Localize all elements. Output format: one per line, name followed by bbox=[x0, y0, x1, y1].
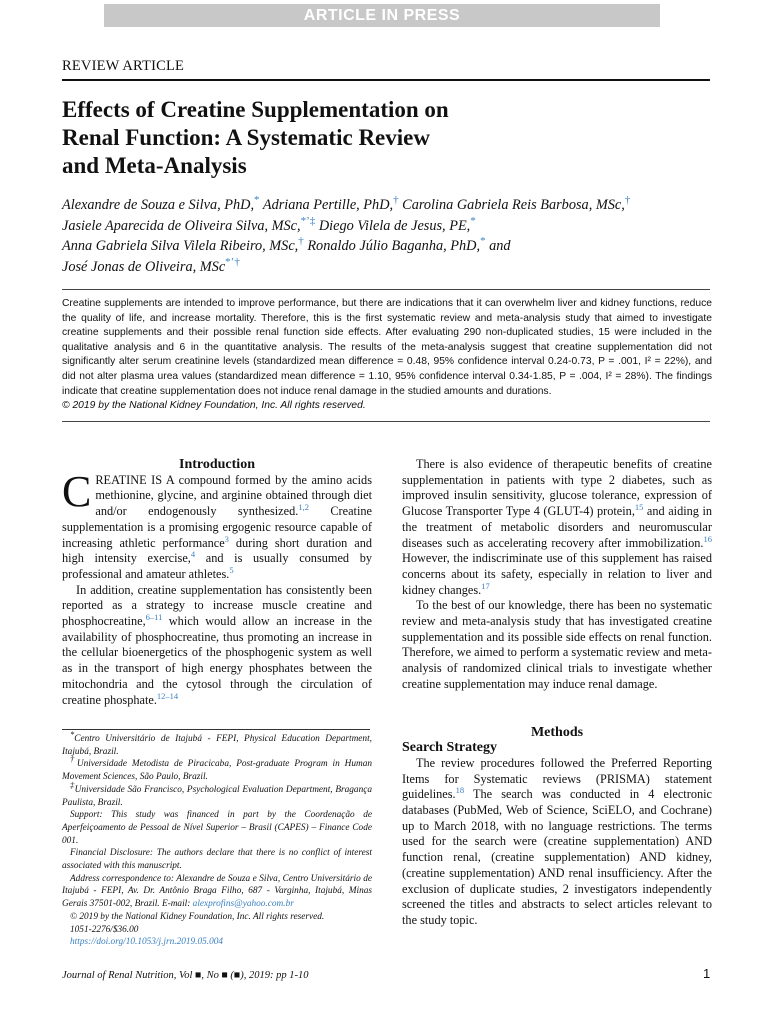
author-line bbox=[62, 195, 712, 216]
abstract-bottom-rule bbox=[62, 421, 710, 422]
affiliation-marker[interactable]: † bbox=[624, 194, 631, 207]
author-line bbox=[62, 236, 712, 257]
search-strategy-heading: Search Strategy bbox=[402, 740, 497, 756]
methods-heading: Methods bbox=[530, 724, 584, 740]
page-number: 1 bbox=[703, 966, 711, 981]
author: Alexandre de Souza e Silva, PhD, bbox=[62, 197, 255, 213]
author: Adriana Pertille, PhD, bbox=[259, 197, 394, 213]
introduction-heading: Introduction bbox=[179, 457, 255, 472]
affiliation-marker[interactable]: * bbox=[470, 214, 476, 227]
article-title bbox=[62, 96, 662, 180]
citation-link[interactable]: 1,2 bbox=[298, 502, 309, 513]
left-column bbox=[62, 457, 372, 708]
author-line bbox=[62, 216, 712, 237]
journal-footer: Journal of Renal Nutrition, Vol ■, No ■ (■), 2019: pp 1-10 bbox=[62, 970, 309, 981]
author: Anna Gabriela Silva Vilela Ribeiro, MSc, bbox=[62, 238, 299, 254]
affiliation-marker[interactable]: † bbox=[393, 194, 399, 207]
citation-link[interactable]: 3 bbox=[224, 533, 229, 544]
copyright-note: © 2019 by the National Kidney Foundation, Inc. All rights reserved. bbox=[70, 911, 325, 922]
author: José Jonas de Oliveira, MSc bbox=[62, 258, 226, 275]
title-line: Effects of Creatine Supplementation on bbox=[62, 97, 449, 122]
issn-note: 1051-2276/$36.00 bbox=[70, 924, 139, 935]
affiliation-marker[interactable]: * bbox=[480, 235, 486, 248]
citation-link[interactable]: 17 bbox=[481, 580, 490, 591]
abstract-copyright: © 2019 by the National Kidney Foundation, Inc. All rights reserved. bbox=[62, 400, 366, 412]
citation-link[interactable]: 12–14 bbox=[156, 690, 179, 701]
author-list bbox=[62, 195, 712, 277]
right-column bbox=[402, 457, 712, 929]
footnote-rule bbox=[62, 729, 370, 730]
title-line: and Meta-Analysis bbox=[62, 153, 247, 178]
footnotes bbox=[62, 728, 373, 949]
article-type-label: REVIEW ARTICLE bbox=[62, 58, 185, 74]
doi-link[interactable]: https://doi.org/10.1053/j.jrn.2019.05.004 bbox=[70, 937, 224, 948]
body-paragraph: There is also evidence of therapeutic benefits of creatine supplementation in patients with type 2 diabetes, such as improved insulin sensitivity, glucose tolerance, expression of Glucose Transporter Type 4 (GLUT-4) protein,$^{15}$ and aiding in the treatment of metabolic disorders and neuromuscular diseases such as accelerating recovery after immobilization.$^{16}$ However, the indiscriminate use of this supplement has raised concerns about its safety, especially in relation to liver and kidney changes.$^{17}$ bbox=[402, 457, 713, 597]
affiliation-marker[interactable]: * bbox=[254, 194, 260, 207]
drop-cap: C bbox=[62, 466, 92, 516]
author-conjunction: and bbox=[485, 238, 511, 254]
article-in-press-banner: ARTICLE IN PRESS bbox=[104, 4, 660, 27]
author: Carolina Gabriela Reis Barbosa, MSc, bbox=[398, 197, 625, 213]
intro-paragraph: CREATINE IS A compound formed by the amino acids methionine, glycine, and arginine obtained through diet and/or endogenously synthesized.$^{1,2}$ Creatine supplementation is a promising ergogenic resource capable of increasing athletic performance$^3$ during short duration and high intensity exercise,$^4$ and is usually consumed by professional and amateur athletes.$^5$ bbox=[62, 466, 372, 581]
citation-link[interactable]: 5 bbox=[229, 564, 234, 575]
citation-link[interactable]: 16 bbox=[703, 533, 712, 544]
support-note: Support: This study was financed in part by the Coordenação de Aperfeiçoamento de Pessoal de Nível Superior – Brasil (CAPES) – Finance Code 001. bbox=[62, 810, 372, 846]
affiliation-note: ‡Universidade São Francisco, Psychological Evaluation Department, Bragança Paulista, Brazil. bbox=[62, 779, 372, 808]
affiliation-marker[interactable]: † bbox=[298, 235, 304, 248]
citation-link[interactable]: 18 bbox=[455, 785, 465, 796]
author: Diego Vilela de Jesus, PE, bbox=[315, 217, 471, 234]
title-line: Renal Function: A Systematic Review bbox=[62, 125, 430, 150]
email-link[interactable]: alexprofins@yahoo.com.br bbox=[192, 899, 294, 910]
body-paragraph: To the best of our knowledge, there has been no systematic review and meta-analysis study that has investigated creatine supplementation and its possible side effects on renal function. Therefore, we aimed to perform a systematic review and meta-analysis of randomized clinical trials to investigate whether creatine supplementation may induce renal damage. bbox=[402, 598, 712, 691]
author-line bbox=[62, 257, 712, 278]
citation-link[interactable]: 6–11 bbox=[145, 611, 163, 622]
affiliation-note: *Centro Universitário de Itajubá - FEPI, Physical Education Department, Itajubá, Brazil. bbox=[62, 728, 372, 757]
author: Jasiele Aparecida de Oliveira Silva, MSc, bbox=[62, 217, 301, 234]
abstract-text: Creatine supplements are intended to improve performance, but there are indications that it can overwhelm liver and kidney functions, reduce the quality of life, and increase mortality. Therefore, this is the first systematic review and meta-analysis study that aimed to investigate creatine supplements and their possible renal function side effects. After evaluating 290 non-duplicated studies, 15 were included in the qualitative analysis and 6 in the quantitative analysis. The results of the meta-analysis suggest that creatine supplementation did not significantly alter serum creatinine levels (standardized mean difference = 0.48, 95% confidence interval 0.24-0.73, P = .001, I² = 22%), and did not alter plasma urea values (standardized mean difference = 1.10, 95% confidence interval 0.34-1.85, P = .004, I² = 28%). The findings indicate that creatine supplementation does not induce renal damage in the studied amounts and durations. bbox=[62, 298, 712, 397]
intro-paragraph: In addition, creatine supplementation has consistently been reported as a strategy to increase muscle creatine and phosphocreatine,$^{6-11}$ which would allow an increase in the availability of phosphocreatine, thus promoting an increase in the cellular bioenergetics of the phosphogenic system as well as in the transport of high energy phosphates between the mitochondria and the cytosol through the circulation of creatine phosphate.$^{12-14}$ bbox=[62, 582, 372, 707]
citation-link[interactable]: 4 bbox=[190, 549, 196, 560]
author: Ronaldo Júlio Baganha, PhD, bbox=[303, 238, 481, 254]
affiliation-marker[interactable]: *’† bbox=[225, 255, 240, 268]
disclosure-note: Financial Disclosure: The authors declare that there is no conflict of interest associated with this manuscript. bbox=[62, 848, 372, 872]
abstract-top-rule bbox=[62, 289, 710, 290]
affiliation-marker[interactable]: *’‡ bbox=[300, 214, 316, 227]
header-rule bbox=[62, 79, 710, 81]
body-paragraph: The review procedures followed the Preferred Reporting Items for Systematic reviews (PRISMA) statement guidelines.$^{18}$ The search was conducted in 4 electronic databases (PubMed, Web of Science, SciELO, and Cochrane) up to March 2018, with no language restrictions. The terms used for the search were (creatine supplementation) AND function renal, (creatine supplementation) AND kidney, (creatine supplementation) AND renal insufficiency. After the exclusion of duplicate studies, 2 investigators independently screened the titles and abstracts to select articles relevant to the study topic. bbox=[402, 755, 712, 927]
affiliation-note: †Universidade Metodista de Piracicaba, Post-graduate Program in Human Movement Sciences, São Paulo, Brazil. bbox=[62, 754, 373, 783]
citation-link[interactable]: 15 bbox=[634, 502, 644, 513]
abstract bbox=[62, 297, 712, 414]
correspondence-note: Address correspondence to: Alexandre de Souza e Silva, Centro Universitário de Itajubá - FEPI, Av. Dr. Antônio Braga Filho, 687 - Varginha, Itajubá, Minas Gerais 37501-002, Brazil. E-mail: alexprofins@yahoo.com.br bbox=[62, 873, 372, 910]
